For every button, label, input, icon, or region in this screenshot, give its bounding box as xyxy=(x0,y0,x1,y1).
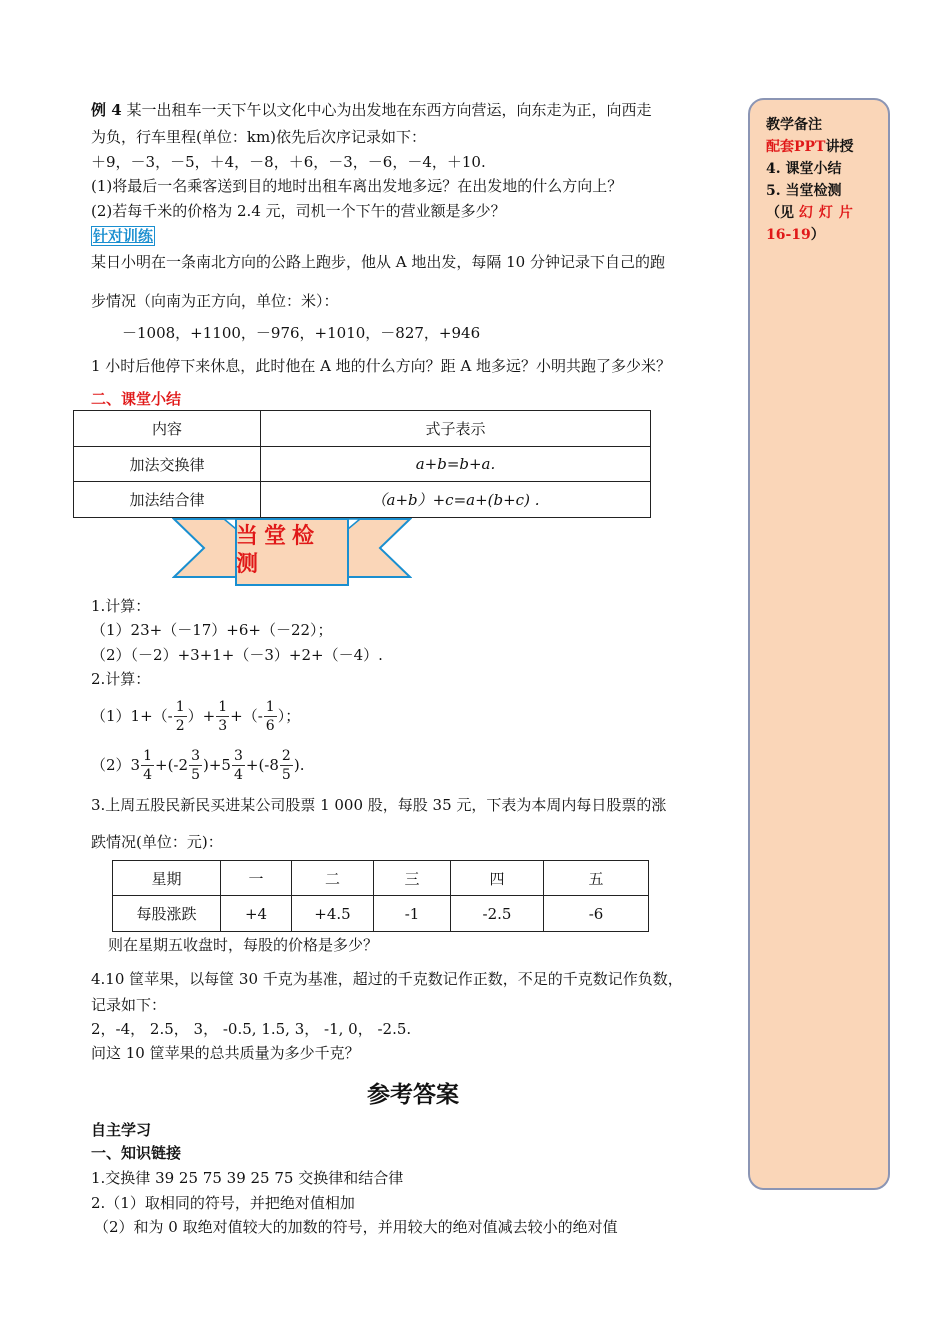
q2b-mid3: +(-8 xyxy=(245,756,279,774)
answers-title: 参考答案 xyxy=(367,1081,459,1108)
fraction xyxy=(264,698,277,735)
notes-open-paren: （见 xyxy=(766,205,794,221)
stock-wed: -1 xyxy=(374,896,451,932)
table-row xyxy=(74,482,651,518)
summary-heading: 二、课堂小结 xyxy=(91,390,182,408)
test-q3-question: 则在星期五收盘时，每股的价格是多少？ xyxy=(108,936,379,954)
stock-header-day: 星期 xyxy=(113,861,221,896)
banner-title: 当堂检测 xyxy=(236,524,321,577)
training-question: 1 小时后他停下来休息，此时他在 A 地的什么方向？距 A 地多远？小明共跑了多少米？ xyxy=(91,357,672,375)
test-q1: 1.计算： xyxy=(91,597,151,615)
summary-row1-name: 加法交换律 xyxy=(74,447,261,482)
test-q2: 2.计算： xyxy=(91,670,151,688)
q2a-end: ）； xyxy=(277,707,301,725)
answers-a3: （2）和为 0 取绝对值较大的加数的符号，并用较大的绝对值减去较小的绝对值 xyxy=(94,1218,618,1236)
notes-line3: 5. 当堂检测 xyxy=(766,183,842,199)
fraction-numerator: 1 xyxy=(218,698,228,715)
stock-header-thu: 四 xyxy=(451,861,544,896)
test-q2a xyxy=(91,696,300,736)
answers-a2: 2.（1）取相同的符号，并把绝对值相加 xyxy=(91,1194,355,1212)
fraction xyxy=(280,747,293,784)
summary-row2-formula: （a+b）+c=a+(b+c) . xyxy=(261,482,651,518)
summary-row1-formula: a+b=b+a. xyxy=(261,447,651,482)
answers-a1: 1.交换律 39 25 75 39 25 75 交换律和结合律 xyxy=(91,1169,404,1187)
answers-subheading: 一、知识链接 xyxy=(91,1144,182,1162)
notes-line4 xyxy=(766,202,872,224)
training-label-line xyxy=(91,226,155,246)
fraction-denominator: 4 xyxy=(143,766,153,783)
test-q4-text1: 4.10 筐苹果，以每筐 30 千克为基准，超过的千克数记作正数，不足的千克数记作负数， xyxy=(91,970,683,988)
test-q1b: （2）（－2）+3+1+（－3）+2+（－4）. xyxy=(91,646,383,664)
summary-row2-name: 加法结合律 xyxy=(74,482,261,518)
notes-line1 xyxy=(766,136,872,158)
fraction xyxy=(189,747,202,784)
q2b-prefix: （2）3 xyxy=(91,756,141,774)
training-data: －1008，+1100，－976，+1010，－827，+946 xyxy=(122,324,481,342)
notes-lecture: 讲授 xyxy=(825,139,854,155)
fraction xyxy=(174,698,187,735)
test-q4-data: 2，-4， 2.5， 3， -0.5, 1.5, 3， -1, 0， -2.5. xyxy=(91,1020,412,1038)
q2b-mid1: +(-2 xyxy=(155,756,189,774)
training-text2: 步情况（向南为正方向，单位：米）： xyxy=(91,292,339,310)
fraction xyxy=(216,698,229,735)
answers-section: 自主学习 xyxy=(91,1121,152,1139)
fraction xyxy=(232,747,245,784)
stock-header-fri: 五 xyxy=(544,861,649,896)
fraction-numerator: 1 xyxy=(143,747,153,764)
test-q4-text2: 记录如下： xyxy=(91,996,167,1014)
example4-text1: 某一出租车一天下午以文化中心为出发地在东西方向营运，向东走为正，向西走 xyxy=(121,101,652,119)
fraction-denominator: 4 xyxy=(233,766,243,783)
fraction-denominator: 2 xyxy=(175,717,185,734)
fraction-denominator: 5 xyxy=(191,766,200,783)
notes-title: 教学备注 xyxy=(766,117,822,133)
fraction-denominator: 5 xyxy=(281,766,291,783)
training-label: 针对训练 xyxy=(93,227,154,245)
stock-header-mon: 一 xyxy=(221,861,292,896)
example4-label: 例 4 xyxy=(91,101,122,119)
table-row xyxy=(113,896,649,932)
notes-line2: 4. 课堂小结 xyxy=(766,161,842,177)
teaching-notes-panel xyxy=(748,98,890,1190)
q2a-prefix: （1）1+（- xyxy=(91,707,173,725)
fraction-numerator: 2 xyxy=(281,747,291,764)
stock-table xyxy=(112,860,649,932)
q2a-mid1: ）+ xyxy=(187,707,216,725)
notes-line5 xyxy=(766,224,872,246)
q2b-end: ). xyxy=(293,756,305,774)
stock-table-header xyxy=(113,861,649,896)
notes-slide-range: 16-19 xyxy=(766,227,811,243)
stock-thu: -2.5 xyxy=(451,896,544,932)
stock-fri: -6 xyxy=(544,896,649,932)
fraction-numerator: 1 xyxy=(175,698,185,715)
training-text1: 某日小明在一条南北方向的公路上跑步，他从 A 地出发，每隔 10 分钟记录下自己的跑 xyxy=(91,253,665,271)
stock-mon: +4 xyxy=(221,896,292,932)
test-q4-question: 问这 10 筐苹果的总共质量为多少千克？ xyxy=(91,1044,360,1062)
fraction-denominator: 6 xyxy=(265,717,275,734)
test-q3-text2: 跌情况(单位：元)： xyxy=(91,833,223,851)
summary-header-formula: 式子表示 xyxy=(261,411,651,447)
example4-text2: 为负，行车里程(单位：km)依先后次序记录如下： xyxy=(91,128,427,146)
stock-header-wed: 三 xyxy=(374,861,451,896)
example4-data: ＋9，－3，－5，＋4，－8，＋6，－3，－6，－4，＋10. xyxy=(91,153,486,171)
fraction-numerator: 1 xyxy=(265,698,275,715)
test-q3-text1: 3.上周五股民新民买进某公司股票 1 000 股，每股 35 元，下表为本周内每日股票的涨 xyxy=(91,796,667,814)
test-q1a: （1）23+（－17）+6+（－22）； xyxy=(91,621,333,639)
summary-table xyxy=(73,410,651,518)
example4-q1: (1)将最后一名乘客送到目的地时出租车离出发地多远？在出发地的什么方向上？ xyxy=(91,177,623,195)
table-row xyxy=(74,447,651,482)
fraction-denominator: 3 xyxy=(218,717,228,734)
notes-ppt: 配套PPT xyxy=(766,139,826,155)
stock-header-tue: 二 xyxy=(292,861,374,896)
stock-row-label: 每股涨跌 xyxy=(113,896,221,932)
test-q2b xyxy=(91,745,304,785)
summary-table-header xyxy=(74,411,651,447)
stock-tue: +4.5 xyxy=(292,896,374,932)
q2b-mid2: )+5 xyxy=(202,756,231,774)
q2a-mid2: +（- xyxy=(230,707,263,725)
fraction-numerator: 3 xyxy=(191,747,200,764)
notes-close-paren: ） xyxy=(810,227,825,243)
example4-q2: (2)若每千米的价格为 2.4 元，司机一个下午的营业额是多少？ xyxy=(91,202,506,220)
summary-header-content: 内容 xyxy=(74,411,261,447)
notes-slides: 幻灯片 xyxy=(798,205,859,221)
fraction-numerator: 3 xyxy=(233,747,243,764)
fraction xyxy=(141,747,154,784)
example4-line1 xyxy=(91,100,651,120)
